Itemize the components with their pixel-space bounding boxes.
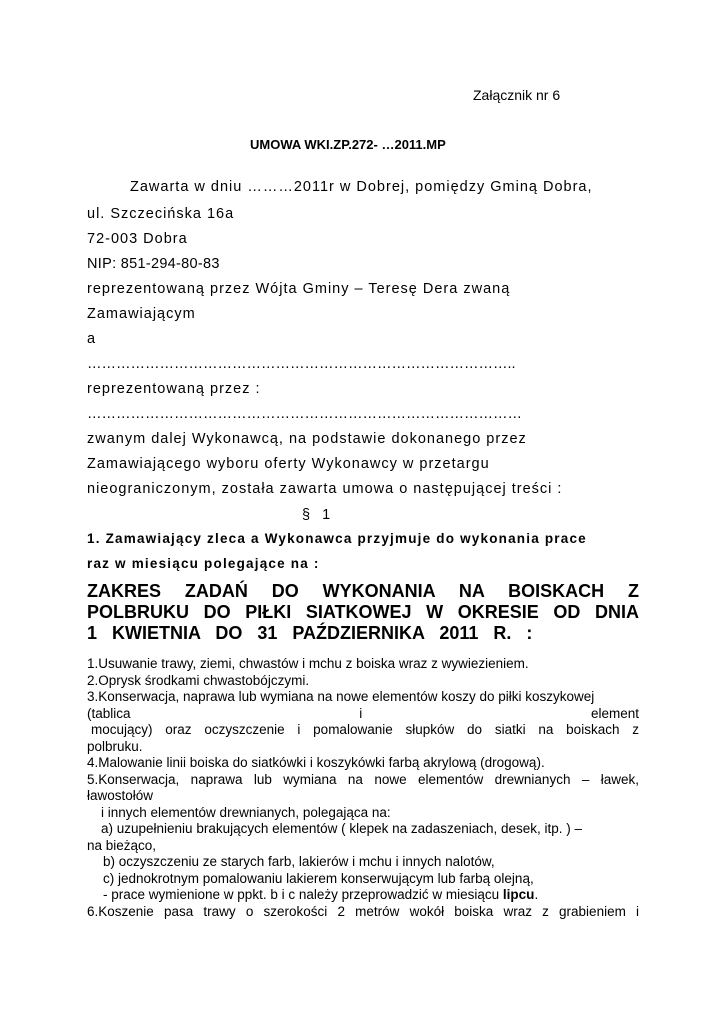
task-item-5a: a) uzupełnieniu brakujących elementów ( klepek na zadaszeniach, desek, itp. ) – xyxy=(101,821,583,836)
contractor-clause-line-3: nieograniczonym, została zawarta umowa o następującej treści : xyxy=(87,481,563,497)
task-list xyxy=(87,656,639,920)
task-item-5-line-3: i innych elementów drewnianych, polegająca na: xyxy=(101,804,391,820)
scope-heading-line-3: 1 KWIETNIA DO 31 PAŹDZIERNIKA 2011 R. : xyxy=(87,623,533,643)
task-item-6: 6.Koszenie pasa trawy o szerokości 2 metrów wokół boiska wraz z grabieniem i xyxy=(87,903,639,919)
task-item-5a-cont: na bieżąco, xyxy=(87,837,157,853)
task-item-5c: c) jednokrotnym pomalowaniu lakierem konserwującym lub farbą olejną, xyxy=(103,870,534,886)
task-item-5-note-month: lipcu xyxy=(502,887,535,902)
section-mark: § 1 xyxy=(302,507,335,523)
task-item-5b: b) oczyszczeniu ze starych farb, lakierów i mchu i innych nalotów, xyxy=(103,854,495,869)
address-city: 72-003 Dobra xyxy=(87,231,188,247)
task-item-5-note xyxy=(87,887,639,904)
task-item-3-line-2-text: (tablica i element xyxy=(87,705,639,721)
representative-placeholder: ……………………………………………………………………………… xyxy=(87,406,522,422)
task-item-5-note-end: . xyxy=(534,887,539,902)
scope-heading-line-2: POLBRUKU DO PIŁKI SIATKOWEJ W OKRESIE OD DNIA xyxy=(87,602,639,622)
task-item-4: 4.Malowanie linii boiska do siatkówki i koszykówki farbą akrylową (drogową). xyxy=(87,755,545,770)
contractor-clause-line-1: zwanym dalej Wykonawcą, na podstawie dokonanego przez xyxy=(87,431,527,447)
task-item-3-line-2 xyxy=(87,706,639,723)
clause-1-line-1: 1. Zamawiający zleca a Wykonawca przyjmuje do wykonania prace xyxy=(87,531,587,546)
ordering-party-label: Zamawiającym xyxy=(87,306,196,322)
nip-number: NIP: 851-294-80-83 xyxy=(87,256,220,272)
conjunction-and: a xyxy=(87,331,97,347)
task-item-3-line-1: 3.Konserwacja, naprawa lub wymiana na nowe elementów koszy do piłki koszykowej xyxy=(87,689,595,704)
represented-by-mayor: reprezentowaną przez Wójta Gminy – Teresę Dera zwaną xyxy=(87,281,511,297)
contractor-clause-line-2: Zamawiającego wyboru oferty Wykonawcy w przetargu xyxy=(87,456,490,472)
task-item-5-line-1: 5.Konserwacja, naprawa lub wymiana na nowe elementów drewnianych – ławek, xyxy=(87,771,639,787)
attachment-label: Załącznik nr 6 xyxy=(473,87,561,103)
task-item-3-line-4: polbruku. xyxy=(87,738,143,754)
task-item-5-line-2: ławostołów xyxy=(87,788,154,803)
contractor-name-placeholder: …………………………………………………………………………….. xyxy=(87,356,516,372)
contract-title: UMOWA WKI.ZP.272- …2011.MP xyxy=(250,137,446,152)
task-item-1: 1.Usuwanie trawy, ziemi, chwastów i mchu z boiska wraz z wywiezieniem. xyxy=(87,656,529,671)
represented-by-label: reprezentowaną przez : xyxy=(87,381,261,397)
intro-line: Zawarta w dniu ………2011r w Dobrej, pomiędzy Gminą Dobra, xyxy=(130,179,593,195)
task-item-5-note-text: - prace wymienione w ppkt. b i c należy przeprowadzić w miesiącu xyxy=(103,887,503,902)
task-item-2: 2.Oprysk środkami chwastobójczymi. xyxy=(87,672,310,688)
scope-heading-line-1: ZAKRES ZADAŃ DO WYKONANIA NA BOISKACH Z xyxy=(87,581,639,601)
task-item-3-line-3: mocujący) oraz oczyszczenie i pomalowanie słupków do siatki na boiskach z xyxy=(91,722,639,737)
address-street: ul. Szczecińska 16a xyxy=(87,206,235,222)
clause-1-line-2: raz w miesiącu polegające na : xyxy=(87,556,320,571)
